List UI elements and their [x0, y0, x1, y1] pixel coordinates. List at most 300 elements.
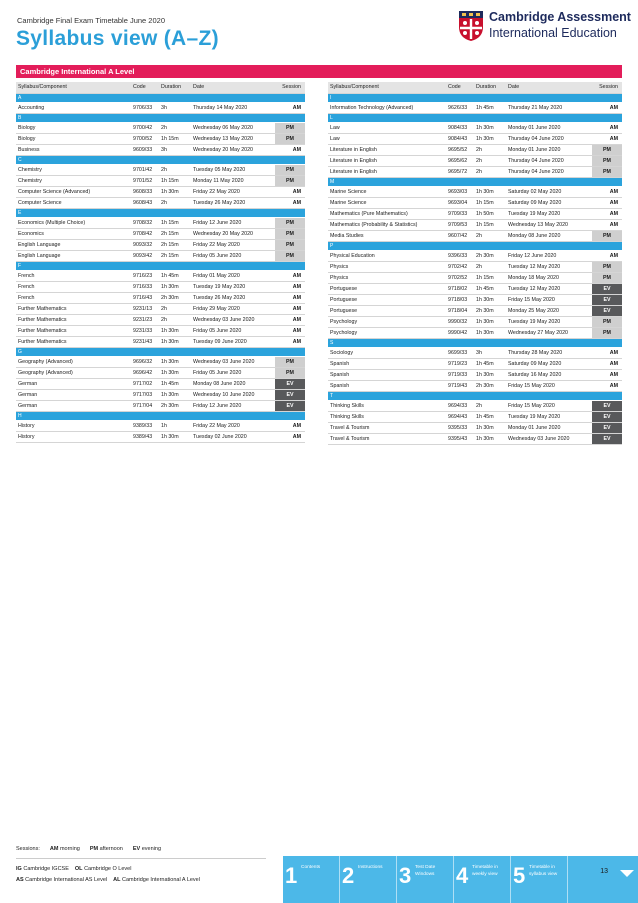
- cell-syllabus: Business: [16, 144, 131, 155]
- cell-session: PM: [592, 230, 622, 241]
- cell-code: 9389/33: [131, 420, 159, 431]
- cell-duration: 2h: [474, 166, 506, 177]
- cell-syllabus: Portuguese: [328, 283, 446, 294]
- cell-date: Tuesday 05 May 2020: [191, 164, 275, 175]
- table-row: [16, 367, 305, 378]
- table-row: [16, 228, 305, 239]
- header-date: Date: [191, 82, 275, 93]
- cell-code: 9990/42: [446, 327, 474, 338]
- legend-am-text: morning: [59, 846, 80, 852]
- cell-code: 9700/42: [131, 122, 159, 133]
- letter-divider: I: [328, 93, 622, 102]
- cell-duration: 1h 30m: [159, 325, 191, 336]
- letter-divider-row: [16, 93, 305, 102]
- cell-duration: 2h 15m: [159, 239, 191, 250]
- cell-syllabus: German: [16, 389, 131, 400]
- qual-ol-code: OL: [74, 866, 83, 872]
- page-title: Syllabus view (A–Z): [16, 27, 219, 50]
- cell-duration: 1h 30m: [474, 422, 506, 433]
- cell-duration: 2h 30m: [474, 380, 506, 391]
- cell-code: 9093/42: [131, 250, 159, 261]
- cell-date: Monday 08 June 2020: [191, 378, 275, 389]
- cell-session: PM: [592, 166, 622, 177]
- table-row: [16, 239, 305, 250]
- cell-duration: 2h 30m: [474, 305, 506, 316]
- legend-ev-text: evening: [141, 846, 162, 852]
- qualification-legend: [16, 864, 206, 886]
- table-row: [328, 155, 622, 166]
- cell-date: Tuesday 26 May 2020: [191, 197, 275, 208]
- nav-test-date-windows[interactable]: [397, 856, 454, 903]
- cell-date: Friday 12 June 2020: [191, 400, 275, 411]
- cell-code: 9701/52: [131, 175, 159, 186]
- cell-session: PM: [592, 144, 622, 155]
- cell-session: PM: [592, 261, 622, 272]
- letter-divider: A: [16, 93, 305, 102]
- cell-syllabus: Psychology: [328, 327, 446, 338]
- table-header-row: [328, 82, 622, 93]
- cell-code: 9716/33: [131, 281, 159, 292]
- nav-number: 1: [285, 863, 298, 888]
- cell-code: 9708/42: [131, 228, 159, 239]
- cell-session: AM: [592, 358, 622, 369]
- cell-duration: 2h: [474, 230, 506, 241]
- qual-al-text: Cambridge International A Level: [122, 877, 200, 883]
- cell-date: Tuesday 26 May 2020: [191, 292, 275, 303]
- letter-divider-row: [328, 177, 622, 186]
- header-session: Session: [275, 82, 305, 93]
- cell-duration: 3h: [159, 102, 191, 113]
- table-row: [16, 389, 305, 400]
- cell-code: 9231/43: [131, 336, 159, 347]
- cell-session: PM: [592, 316, 622, 327]
- letter-divider: B: [16, 113, 305, 122]
- cell-duration: 1h 45m: [474, 411, 506, 422]
- cell-session: AM: [592, 369, 622, 380]
- cell-code: 9718/04: [446, 305, 474, 316]
- cell-syllabus: Law: [328, 122, 446, 133]
- table-row: [328, 327, 622, 338]
- cell-syllabus: Media Studies: [328, 230, 446, 241]
- table-row: [16, 144, 305, 155]
- cell-session: AM: [275, 270, 305, 281]
- session-legend: [16, 846, 171, 852]
- letter-divider-row: [16, 411, 305, 420]
- cell-session: AM: [275, 314, 305, 325]
- legend-pm-code: PM: [89, 846, 99, 852]
- cell-duration: 1h 30m: [474, 327, 506, 338]
- cell-code: 9716/43: [131, 292, 159, 303]
- cell-session: PM: [275, 133, 305, 144]
- cell-code: 9693/03: [446, 186, 474, 197]
- timetable-right: [328, 82, 622, 445]
- cell-code: 9608/43: [131, 197, 159, 208]
- cell-date: Tuesday 09 June 2020: [191, 336, 275, 347]
- cell-date: Wednesday 10 June 2020: [191, 389, 275, 400]
- letter-divider: G: [16, 347, 305, 356]
- cell-duration: 2h: [474, 144, 506, 155]
- cell-code: 9696/42: [131, 367, 159, 378]
- cell-session: PM: [275, 217, 305, 228]
- cell-session: AM: [275, 197, 305, 208]
- cell-syllabus: Geography (Advanced): [16, 367, 131, 378]
- cell-duration: 2h 30m: [474, 250, 506, 261]
- cell-syllabus: English Language: [16, 250, 131, 261]
- cell-code: 9231/13: [131, 303, 159, 314]
- table-row: [16, 164, 305, 175]
- nav-label: Timetable in weekly view: [472, 865, 498, 877]
- cell-syllabus: French: [16, 270, 131, 281]
- cell-syllabus: Further Mathematics: [16, 325, 131, 336]
- table-row: [328, 272, 622, 283]
- cell-session: AM: [275, 431, 305, 442]
- cell-code: 9231/33: [131, 325, 159, 336]
- table-row: [16, 325, 305, 336]
- table-row: [328, 230, 622, 241]
- cell-date: Friday 12 June 2020: [191, 217, 275, 228]
- cell-syllabus: Spanish: [328, 380, 446, 391]
- logo-line-1: Cambridge Assessment: [489, 10, 631, 24]
- cell-duration: 1h 15m: [474, 197, 506, 208]
- cell-syllabus: Computer Science: [16, 197, 131, 208]
- cell-session: AM: [592, 197, 622, 208]
- cell-date: Monday 01 June 2020: [506, 422, 592, 433]
- cell-session: EV: [592, 305, 622, 316]
- cell-code: 9396/33: [446, 250, 474, 261]
- cell-duration: 1h 45m: [159, 270, 191, 281]
- cell-duration: 2h: [159, 314, 191, 325]
- table-row: [328, 197, 622, 208]
- cell-code: 9389/43: [131, 431, 159, 442]
- cell-date: Saturday 09 May 2020: [506, 197, 592, 208]
- cell-date: Friday 05 June 2020: [191, 367, 275, 378]
- nav-label: Contents: [301, 865, 321, 870]
- table-row: [328, 294, 622, 305]
- cell-session: PM: [275, 228, 305, 239]
- cell-code: 9395/33: [446, 422, 474, 433]
- table-row: [16, 303, 305, 314]
- cell-date: Saturday 16 May 2020: [506, 369, 592, 380]
- header-syllabus: Syllabus/Component: [16, 82, 131, 93]
- letter-divider-row: [328, 241, 622, 250]
- table-row: [328, 433, 622, 444]
- cell-duration: 1h 30m: [474, 122, 506, 133]
- cell-code: 9719/23: [446, 358, 474, 369]
- cell-syllabus: Psychology: [328, 316, 446, 327]
- cell-date: Thursday 21 May 2020: [506, 102, 592, 113]
- cell-date: Monday 25 May 2020: [506, 305, 592, 316]
- cell-syllabus: German: [16, 400, 131, 411]
- table-row: [16, 186, 305, 197]
- cell-syllabus: Further Mathematics: [16, 336, 131, 347]
- table-row: [16, 314, 305, 325]
- cell-date: Thursday 04 June 2020: [506, 166, 592, 177]
- cell-date: Friday 22 May 2020: [191, 420, 275, 431]
- cell-duration: 1h 45m: [159, 378, 191, 389]
- cell-session: AM: [275, 144, 305, 155]
- cell-session: AM: [275, 292, 305, 303]
- cell-syllabus: Chemistry: [16, 175, 131, 186]
- cell-syllabus: Physics: [328, 261, 446, 272]
- cell-session: EV: [592, 411, 622, 422]
- table-row: [328, 166, 622, 177]
- letter-divider-row: [328, 338, 622, 347]
- cell-code: 9626/33: [446, 102, 474, 113]
- cell-syllabus: Geography (Advanced): [16, 356, 131, 367]
- cell-syllabus: English Language: [16, 239, 131, 250]
- cell-code: 9701/42: [131, 164, 159, 175]
- qual-as-code: AS: [16, 877, 24, 883]
- cell-date: Friday 12 June 2020: [506, 250, 592, 261]
- header-session: Session: [592, 82, 622, 93]
- table-row: [328, 102, 622, 113]
- cell-duration: 2h: [474, 400, 506, 411]
- cell-code: 9608/33: [131, 186, 159, 197]
- cell-duration: 1h 30m: [159, 281, 191, 292]
- cell-syllabus: Spanish: [328, 369, 446, 380]
- cell-syllabus: History: [16, 420, 131, 431]
- cell-syllabus: French: [16, 292, 131, 303]
- cell-session: PM: [275, 239, 305, 250]
- letter-divider-row: [16, 155, 305, 164]
- cell-duration: 1h 30m: [474, 133, 506, 144]
- cell-duration: 2h 15m: [159, 250, 191, 261]
- nav-weekly-view[interactable]: [454, 856, 511, 903]
- cell-code: 9708/32: [131, 217, 159, 228]
- cell-date: Wednesday 03 June 2020: [191, 314, 275, 325]
- cell-session: EV: [592, 400, 622, 411]
- legend-prefix: Sessions:: [16, 846, 40, 852]
- table-row: [16, 250, 305, 261]
- table-row: [328, 208, 622, 219]
- cell-session: AM: [592, 250, 622, 261]
- cell-date: Wednesday 13 May 2020: [191, 133, 275, 144]
- cell-syllabus: Biology: [16, 133, 131, 144]
- cell-syllabus: Sociology: [328, 347, 446, 358]
- footer-nav: [283, 856, 638, 903]
- cell-session: EV: [592, 433, 622, 444]
- legend-am-code: AM: [49, 846, 59, 852]
- cell-date: Tuesday 02 June 2020: [191, 431, 275, 442]
- cell-date: Friday 01 May 2020: [191, 270, 275, 281]
- cell-code: 9231/23: [131, 314, 159, 325]
- cell-duration: 1h 30m: [159, 336, 191, 347]
- cell-session: EV: [275, 378, 305, 389]
- cell-date: Tuesday 19 May 2020: [506, 316, 592, 327]
- cell-date: Friday 29 May 2020: [191, 303, 275, 314]
- cell-duration: 1h 30m: [159, 367, 191, 378]
- nav-instructions[interactable]: [340, 856, 397, 903]
- cell-syllabus: Biology: [16, 122, 131, 133]
- table-row: [16, 270, 305, 281]
- cell-syllabus: Accounting: [16, 102, 131, 113]
- nav-number: 2: [342, 863, 355, 888]
- cell-syllabus: Further Mathematics: [16, 303, 131, 314]
- footer-divider: [16, 858, 266, 859]
- cell-code: 9693/04: [446, 197, 474, 208]
- letter-divider-row: [16, 208, 305, 217]
- letter-divider-row: [16, 347, 305, 356]
- cell-duration: 3h: [159, 144, 191, 155]
- table-row: [16, 420, 305, 431]
- table-row: [16, 292, 305, 303]
- cell-session: AM: [592, 380, 622, 391]
- header-duration: Duration: [159, 82, 191, 93]
- cell-session: AM: [592, 133, 622, 144]
- cell-duration: 1h: [159, 420, 191, 431]
- cell-date: Wednesday 27 May 2020: [506, 327, 592, 338]
- cell-date: Tuesday 19 May 2020: [506, 411, 592, 422]
- cell-session: AM: [275, 186, 305, 197]
- cell-code: 9695/62: [446, 155, 474, 166]
- cell-session: PM: [275, 164, 305, 175]
- cell-syllabus: Literature in English: [328, 144, 446, 155]
- nav-syllabus-view[interactable]: [511, 856, 568, 903]
- cell-date: Thursday 28 May 2020: [506, 347, 592, 358]
- crest-icon: [458, 10, 484, 42]
- cell-duration: 1h 15m: [474, 272, 506, 283]
- cell-date: Wednesday 06 May 2020: [191, 122, 275, 133]
- letter-divider: S: [328, 338, 622, 347]
- cell-duration: 1h 30m: [474, 186, 506, 197]
- table-row: [328, 422, 622, 433]
- cell-session: AM: [275, 325, 305, 336]
- cell-duration: 2h: [474, 261, 506, 272]
- cell-date: Monday 11 May 2020: [191, 175, 275, 186]
- table-row: [16, 356, 305, 367]
- cell-date: Saturday 09 May 2020: [506, 358, 592, 369]
- table-row: [16, 197, 305, 208]
- header-syllabus: Syllabus/Component: [328, 82, 446, 93]
- cell-syllabus: French: [16, 281, 131, 292]
- cell-session: AM: [275, 281, 305, 292]
- cell-code: 9093/32: [131, 239, 159, 250]
- cell-session: AM: [592, 219, 622, 230]
- cell-syllabus: Thinking Skills: [328, 411, 446, 422]
- cell-duration: 1h 50m: [474, 208, 506, 219]
- cell-session: EV: [275, 389, 305, 400]
- cell-duration: 1h 15m: [474, 219, 506, 230]
- cell-code: 9719/33: [446, 369, 474, 380]
- cell-duration: 1h 30m: [474, 316, 506, 327]
- logo-line-2: International Education: [489, 26, 617, 40]
- cell-code: 9694/33: [446, 400, 474, 411]
- cell-session: PM: [592, 155, 622, 166]
- cell-syllabus: Economics (Multiple Choice): [16, 217, 131, 228]
- cell-syllabus: Marine Science: [328, 197, 446, 208]
- cell-code: 9696/32: [131, 356, 159, 367]
- cell-code: 9395/43: [446, 433, 474, 444]
- cell-duration: 1h 15m: [159, 175, 191, 186]
- cell-code: 9717/03: [131, 389, 159, 400]
- cell-code: 9718/02: [446, 283, 474, 294]
- cell-session: EV: [592, 294, 622, 305]
- cell-session: EV: [592, 283, 622, 294]
- header-code: Code: [446, 82, 474, 93]
- cell-syllabus: Thinking Skills: [328, 400, 446, 411]
- cell-duration: 2h: [159, 164, 191, 175]
- cell-date: Friday 05 June 2020: [191, 325, 275, 336]
- cell-syllabus: Information Technology (Advanced): [328, 102, 446, 113]
- cell-date: Friday 22 May 2020: [191, 239, 275, 250]
- table-row: [328, 186, 622, 197]
- cell-syllabus: Travel & Tourism: [328, 433, 446, 444]
- cell-date: Wednesday 20 May 2020: [191, 228, 275, 239]
- letter-divider: L: [328, 113, 622, 122]
- nav-label: Test Date Windows: [415, 865, 436, 877]
- nav-number: 5: [513, 863, 526, 888]
- table-row: [328, 400, 622, 411]
- cell-code: 9084/33: [446, 122, 474, 133]
- cell-duration: 2h: [474, 155, 506, 166]
- cell-date: Monday 08 June 2020: [506, 230, 592, 241]
- cell-syllabus: Chemistry: [16, 164, 131, 175]
- header-code: Code: [131, 82, 159, 93]
- cell-syllabus: Further Mathematics: [16, 314, 131, 325]
- cell-code: 9709/53: [446, 219, 474, 230]
- cell-date: Monday 01 June 2020: [506, 144, 592, 155]
- table-row: [328, 411, 622, 422]
- table-row: [16, 175, 305, 186]
- letter-divider-row: [328, 391, 622, 400]
- cell-duration: 2h 30m: [159, 400, 191, 411]
- cell-syllabus: Travel & Tourism: [328, 422, 446, 433]
- down-arrow-icon[interactable]: [620, 870, 634, 877]
- cell-code: 9699/33: [446, 347, 474, 358]
- cell-syllabus: Portuguese: [328, 305, 446, 316]
- cell-syllabus: History: [16, 431, 131, 442]
- cell-date: Tuesday 19 May 2020: [191, 281, 275, 292]
- letter-divider: F: [16, 261, 305, 270]
- cell-session: PM: [275, 356, 305, 367]
- page-indicator: [568, 856, 638, 903]
- section-banner: Cambridge International A Level: [16, 65, 622, 78]
- cell-duration: 3h: [474, 347, 506, 358]
- cell-code: 9717/04: [131, 400, 159, 411]
- cell-date: Tuesday 12 May 2020: [506, 283, 592, 294]
- cell-duration: 1h 30m: [159, 431, 191, 442]
- cell-code: 9717/02: [131, 378, 159, 389]
- cell-date: Wednesday 20 May 2020: [191, 144, 275, 155]
- nav-contents[interactable]: [283, 856, 340, 903]
- cell-duration: 1h 30m: [159, 186, 191, 197]
- letter-divider-row: [16, 261, 305, 270]
- cell-duration: 1h 45m: [474, 358, 506, 369]
- cell-syllabus: Marine Science: [328, 186, 446, 197]
- table-row: [328, 369, 622, 380]
- cell-session: AM: [592, 186, 622, 197]
- cell-session: PM: [592, 327, 622, 338]
- cell-syllabus: Spanish: [328, 358, 446, 369]
- cell-session: PM: [592, 272, 622, 283]
- cell-date: Friday 15 May 2020: [506, 400, 592, 411]
- cell-code: 9702/42: [446, 261, 474, 272]
- cell-duration: 1h 15m: [159, 217, 191, 228]
- cell-syllabus: German: [16, 378, 131, 389]
- cell-syllabus: Computer Science (Advanced): [16, 186, 131, 197]
- cell-syllabus: Mathematics (Probability & Statistics): [328, 219, 446, 230]
- letter-divider: P: [328, 241, 622, 250]
- cell-session: PM: [275, 122, 305, 133]
- table-row: [328, 380, 622, 391]
- legend-ev-code: EV: [132, 846, 141, 852]
- table-header-row: [16, 82, 305, 93]
- table-row: [328, 219, 622, 230]
- cell-code: 9700/52: [131, 133, 159, 144]
- table-row: [16, 336, 305, 347]
- cell-code: 9607/42: [446, 230, 474, 241]
- nav-label: Timetable in syllabus view: [529, 865, 558, 877]
